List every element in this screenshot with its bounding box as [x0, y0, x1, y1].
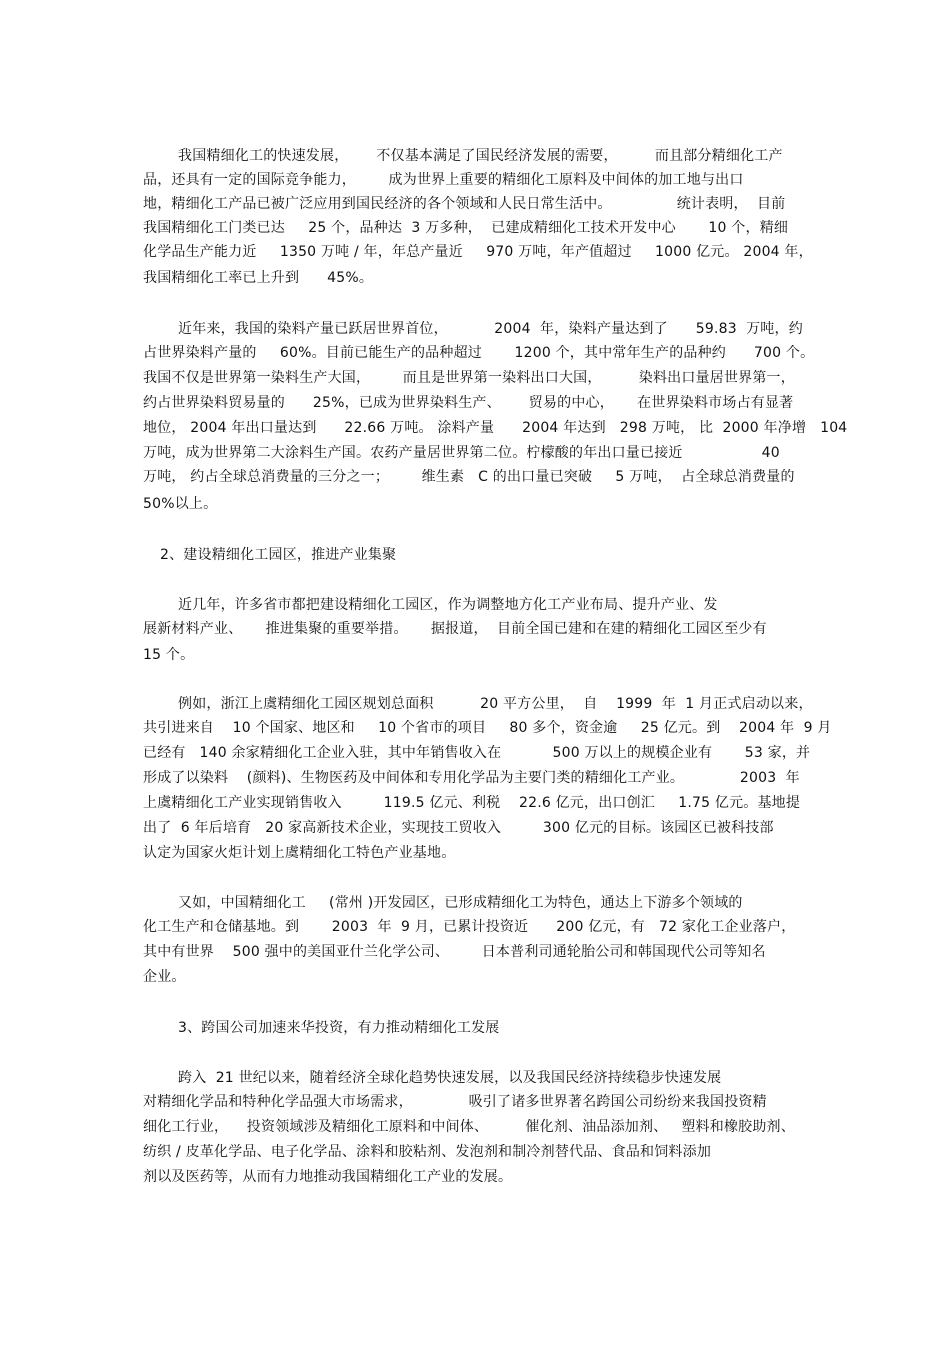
paragraph-2-line-4: 约占世界染料贸易量的 25%，已成为世界染料生产、 贸易的中心， 在世界染料市场占有显著	[143, 395, 794, 411]
paragraph-4-line-7: 认定为国家火炬计划上虞精细化工特色产业基地。	[143, 845, 456, 861]
paragraph-6-line-3: 细化工行业， 投资领域涉及精细化工原料和中间体、 催化剂、油品添加剂、 塑料和橡胶助剂、	[143, 1119, 795, 1135]
paragraph-6-line-4: 纺织 / 皮革化学品、电子化学品、涂料和胶粘剂、发泡剂和制冷剂替代品、食品和饲料添加	[143, 1144, 712, 1160]
paragraph-4-line-1: 例如，浙江上虞精细化工园区规划总面积 20 平方公里， 自 1999 年 1 月正式启动以来，	[178, 696, 813, 712]
section-heading-2: 2、建设精细化工园区，推进产业集聚	[160, 547, 397, 563]
paragraph-6-line-1: 跨入 21 世纪以来，随着经济全球化趋势快速发展，以及我国民经济持续稳步快速发展	[178, 1070, 722, 1086]
paragraph-1-line-4: 我国精细化工门类已达 25 个，品种达 3 万多种， 已建成精细化工技术开发中心 10 个，精细	[143, 220, 789, 236]
paragraph-6-line-5: 剂以及医药等，从而有力地推动我国精细化工产业的发展。	[143, 1169, 513, 1185]
paragraph-4-line-3: 已经有 140 余家精细化工企业入驻，其中年销售收入在 500 万以上的规模企业有 53 家，并	[143, 745, 811, 761]
paragraph-2-line-6: 万吨，成为世界第二大涂料生产国。农药产量居世界第二位。柠檬酸的年出口量已接近 40	[143, 445, 780, 461]
paragraph-4-line-5: 上虞精细化工产业实现销售收入 119.5 亿元、利税 22.6 亿元，出口创汇 1.75 亿元。基地提	[143, 795, 801, 811]
paragraph-5-line-1: 又如，中国精细化工 (常州 )开发园区，已形成精细化工为特色，通达上下游多个领域的	[178, 895, 743, 911]
paragraph-6-line-2: 对精细化学品和特种化学品强大市场需求， 吸引了诸多世界著名跨国公司纷纷来我国投资精	[143, 1094, 767, 1110]
paragraph-3-line-2: 展新材料产业、 推进集聚的重要举措。 据报道， 目前全国已建和在建的精细化工园区至少有	[143, 621, 767, 637]
paragraph-1-line-2: 品，还具有一定的国际竞争能力， 成为世界上重要的精细化工原料及中间体的加工地与出口	[143, 172, 744, 188]
paragraph-3-line-1: 近几年，许多省市都把建设精细化工园区，作为调整地方化工产业布局、提升产业、发	[178, 597, 718, 613]
section-heading-3: 3、跨国公司加速来华投资，有力推动精细化工发展	[178, 1020, 500, 1036]
paragraph-2-line-8: 50%以上。	[143, 496, 218, 512]
paragraph-4-line-4: 形成了以染料 (颜料)、生物医药及中间体和专用化学品为主要门类的精细化工产业。 2003 年	[143, 770, 800, 786]
paragraph-5-line-3: 其中有世界 500 强中的美国亚什兰化学公司、 日本普利司通轮胎公司和韩国现代公司等知名	[143, 944, 766, 960]
paragraph-1-line-5: 化学品生产能力近 1350 万吨 / 年，年总产量近 970 万吨，年产值超过 1000 亿元。 2004 年，	[143, 244, 813, 260]
paragraph-1-line-1: 我国精细化工的快速发展， 不仅基本满足了国民经济发展的需要， 而且部分精细化工产	[178, 148, 783, 164]
paragraph-2-line-3: 我国不仅是世界第一染料生产大国， 而且是世界第一染料出口大国， 染料出口量居世界第一，	[143, 370, 795, 386]
paragraph-5-line-2: 化工生产和仓储基地。到 2003 年 9 月，已累计投资近 200 亿元，有 72 家化工企业落户，	[143, 919, 796, 935]
paragraph-3-line-3: 15 个。	[143, 647, 195, 663]
paragraph-2-line-5: 地位， 2004 年出口量达到 22.66 万吨。 涂料产量 2004 年达到 298 万吨， 比 2000 年净增 104	[143, 420, 848, 436]
paragraph-4-line-6: 出了 6 年后培育 20 家高新技术企业，实现技工贸收入 300 亿元的目标。该园区已被科技部	[143, 820, 774, 836]
paragraph-1-line-6: 我国精细化工率已上升到 45%。	[143, 270, 374, 286]
paragraph-2-line-2: 占世界染料产量的 60%。目前已能生产的品种超过 1200 个，其中常年生产的品种约 700 个。	[143, 345, 815, 361]
paragraph-2-line-7: 万吨， 约占全球总消费量的三分之一； 维生素 C 的出口量已突破 5 万吨， 占全球总消费量的	[143, 469, 795, 485]
paragraph-4-line-2: 共引进来自 10 个国家、地区和 10 个省市的项目 80 多个，资金逾 25 亿元。到 2004 年 9 月	[143, 720, 832, 736]
paragraph-2-line-1: 近年来，我国的染料产量已跃居世界首位， 2004 年，染料产量达到了 59.83 万吨，约	[178, 321, 803, 337]
paragraph-1-line-3: 地，精细化工产品已被广泛应用到国民经济的各个领域和人民日常生活中。 统计表明， 目前	[143, 196, 786, 212]
paragraph-5-line-4: 企业。	[143, 969, 186, 985]
